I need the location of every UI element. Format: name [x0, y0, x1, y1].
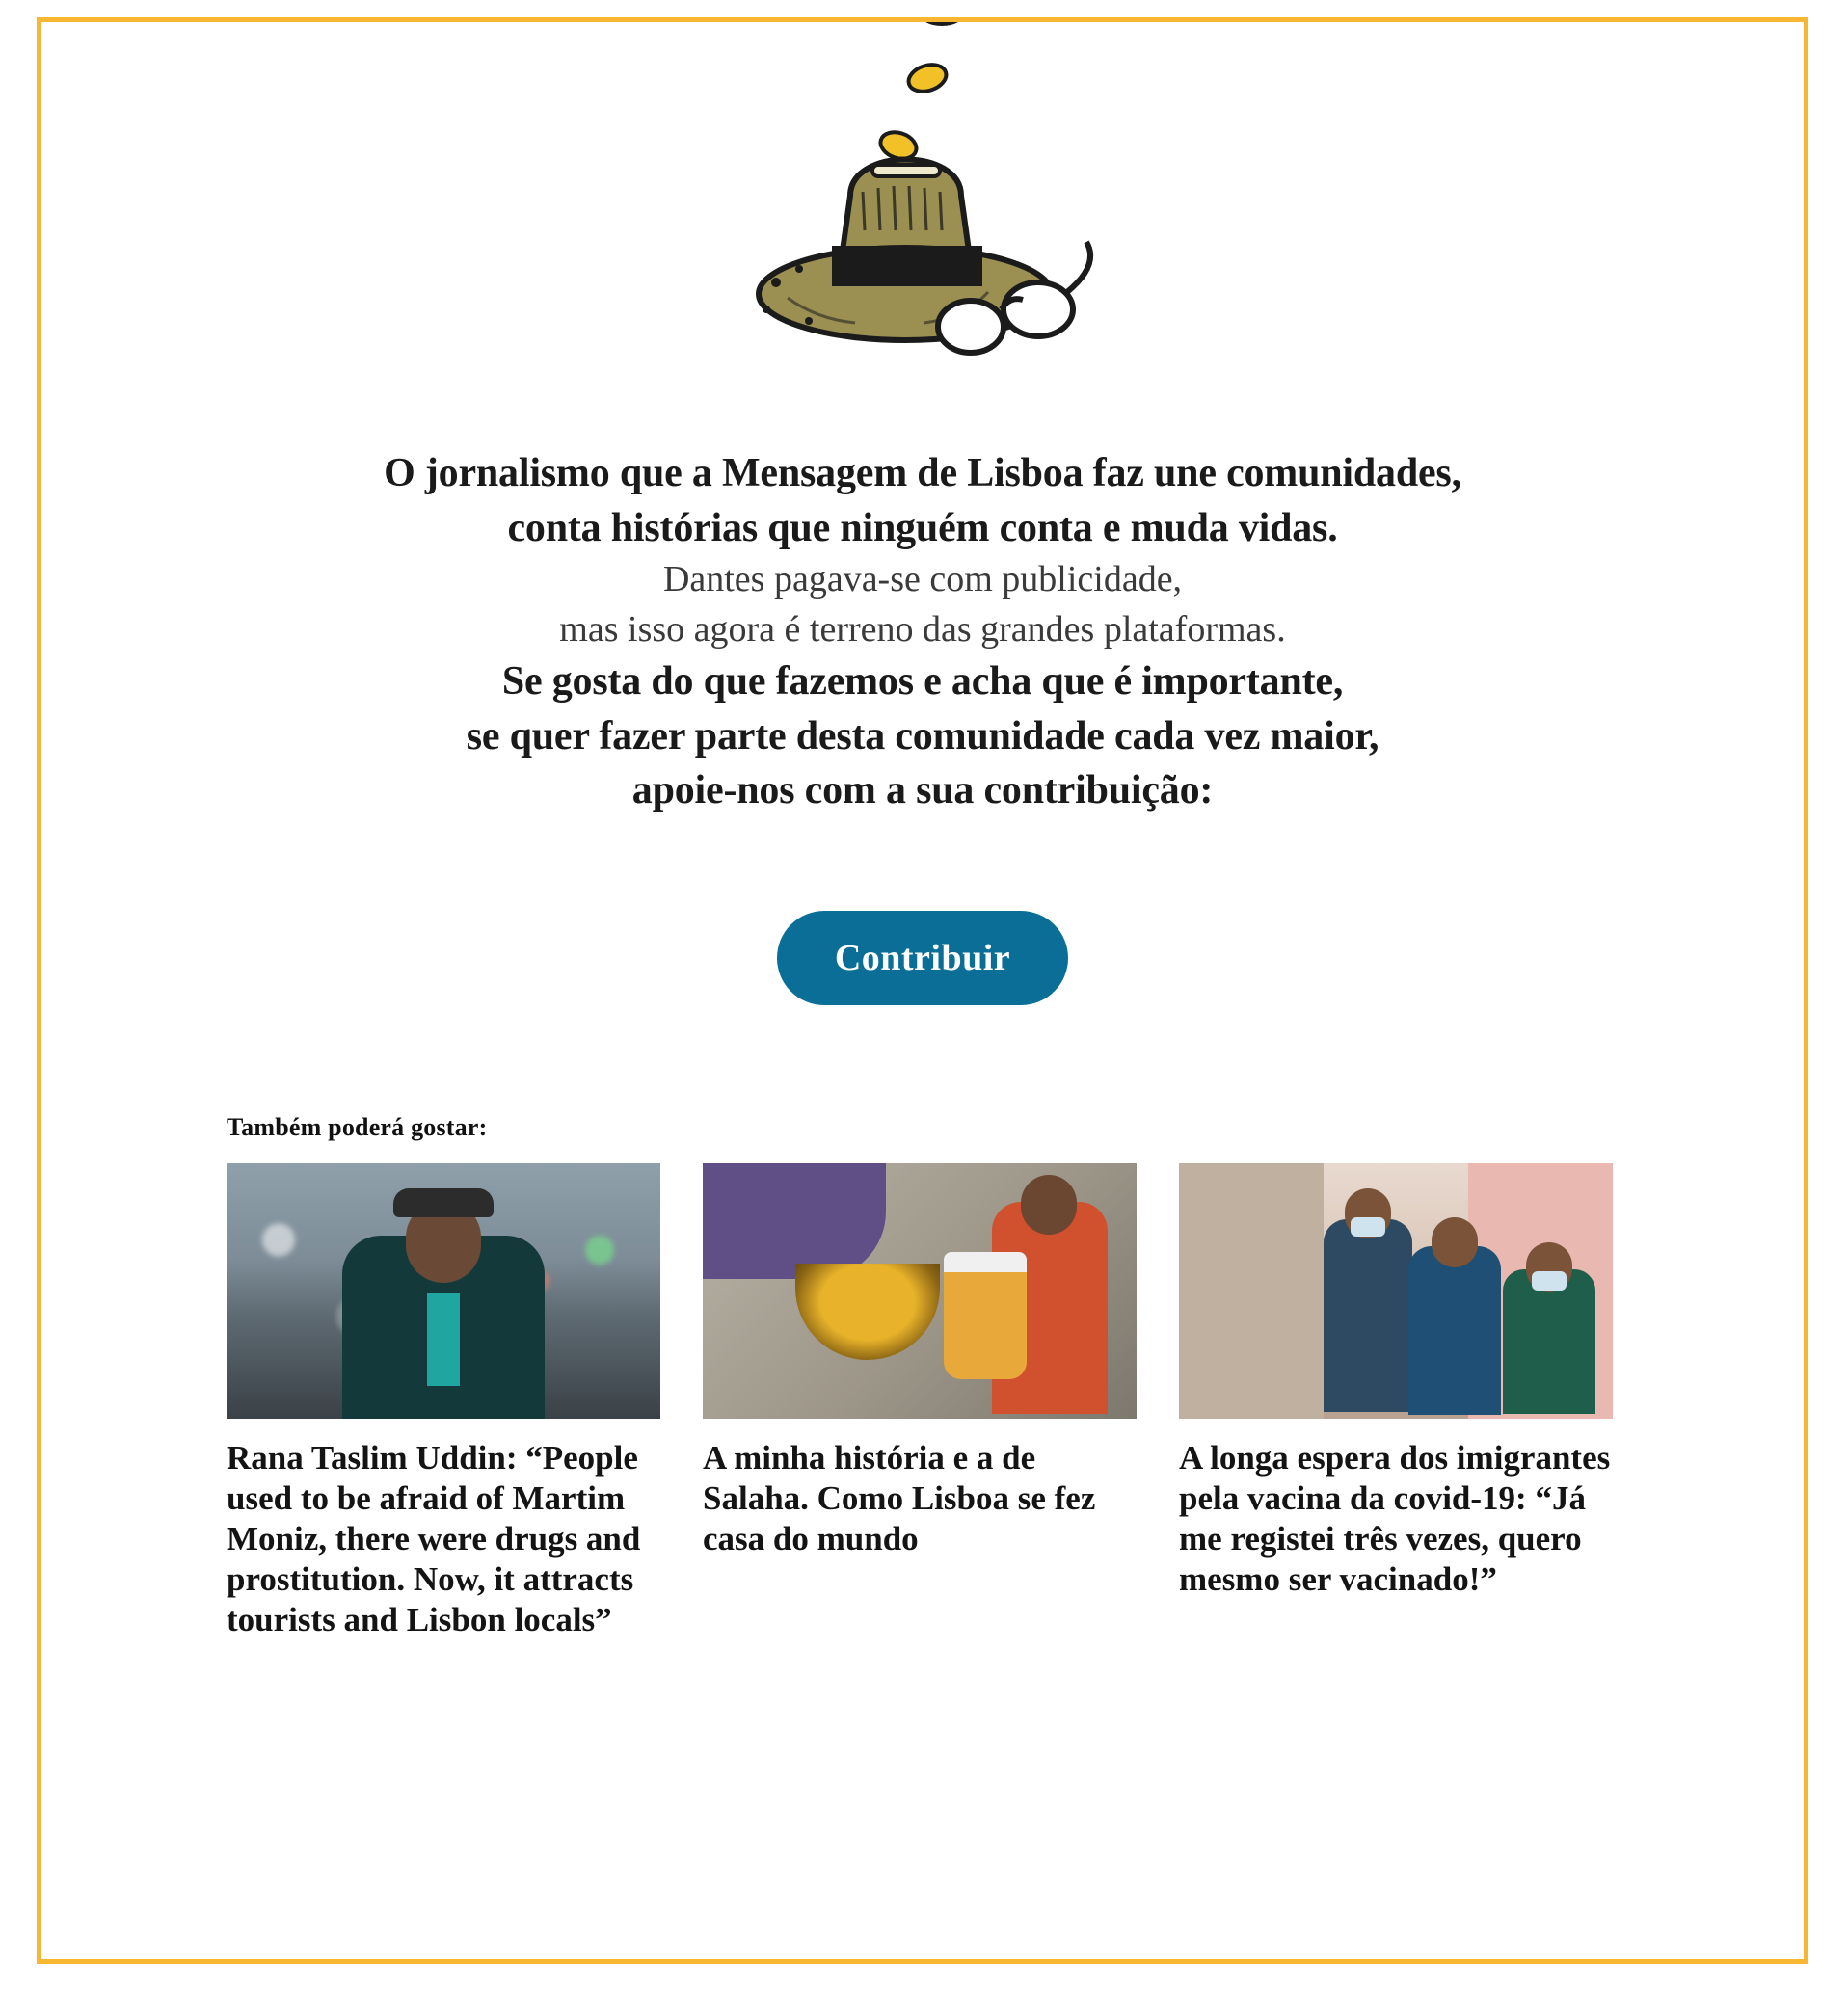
pitch-line-2: conta histórias que ninguém conta e muda vidas.	[507, 505, 1338, 550]
cta-container	[41, 911, 1804, 1005]
related-articles-section	[41, 1113, 1804, 1640]
hat-with-coins-illustration	[41, 22, 1804, 437]
article-title-1[interactable]: Rana Taslim Uddin: “People used to be afraid of Martim Moniz, there were drugs and prostitution. Now, it attracts tourists and Lisbon locals”	[227, 1439, 641, 1639]
article-title-3[interactable]: A longa espera dos imigrantes pela vacina da covid-19: “Já me registei três vezes, quero mesmo ser vacinado!”	[1179, 1439, 1611, 1599]
pitch-text	[41, 446, 1804, 818]
list-item[interactable]	[1179, 1163, 1613, 1640]
pitch-line-6: se quer fazer parte desta comunidade cada vez maior,	[466, 713, 1379, 759]
article-thumbnail-3[interactable]	[1179, 1163, 1613, 1419]
pitch-line-7: apoie-nos com a sua contribuição:	[631, 768, 1214, 813]
pitch-line-5: Se gosta do que fazemos e acha que é importante,	[501, 658, 1344, 704]
article-thumbnail-2[interactable]	[703, 1163, 1137, 1419]
page-frame	[37, 17, 1808, 1964]
list-item[interactable]	[227, 1163, 660, 1640]
pitch-line-3: Dantes pagava-se com publicidade,	[662, 559, 1183, 600]
contribuir-button[interactable]: Contribuir	[777, 911, 1068, 1005]
pitch-line-4: mas isso agora é terreno das grandes plataformas.	[559, 608, 1286, 650]
related-cards-list	[227, 1163, 1619, 1640]
article-thumbnail-1[interactable]	[227, 1163, 660, 1419]
related-heading: Também poderá gostar:	[227, 1113, 488, 1142]
list-item[interactable]	[703, 1163, 1137, 1640]
pitch-line-1: O jornalismo que a Mensagem de Lisboa faz une comunidades,	[384, 451, 1461, 495]
article-title-2[interactable]: A minha história e a de Salaha. Como Lisboa se fez casa do mundo	[703, 1439, 1096, 1558]
